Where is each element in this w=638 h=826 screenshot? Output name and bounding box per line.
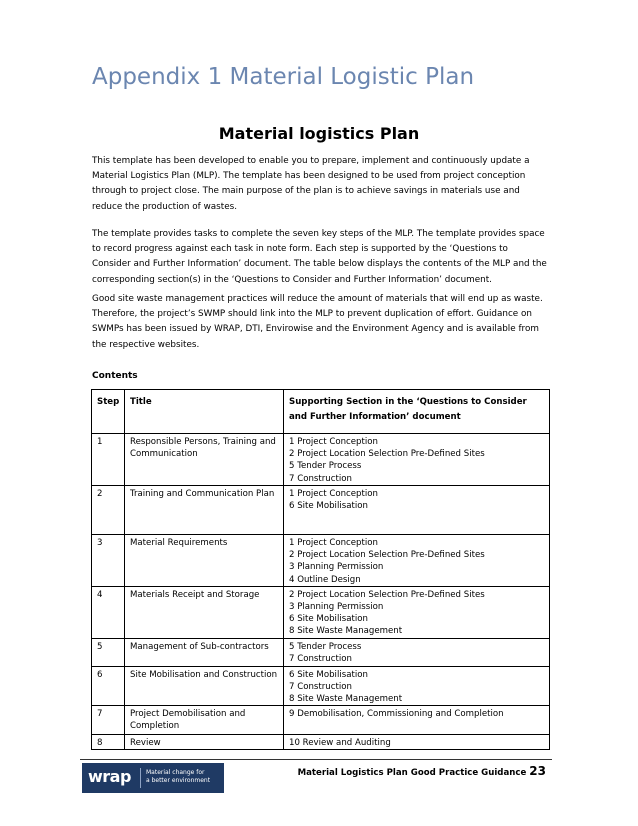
section-reference: 3 Planning Permission (289, 602, 384, 613)
table-row (92, 434, 550, 486)
step-cell: 4 (92, 586, 125, 638)
intro-paragraph: This template has been developed to enable you to prepare, implement and continuously update a Material Logistics Plan (MLP). The template has been designed to be used from project conception through to project close. The main purpose of the plan is to achieve savings in materials use and reduce the production of wastes. (92, 156, 530, 212)
page-number: 23 (529, 764, 546, 778)
document-title: Material logistics Plan (218, 124, 420, 143)
section-cell (284, 535, 550, 587)
title-cell: Training and Communication Plan (125, 486, 284, 535)
title-cell: Materials Receipt and Storage (125, 586, 284, 638)
title-column-header: Title (125, 390, 284, 434)
table-row (92, 638, 550, 666)
logo-mark: wrap (88, 767, 131, 786)
table-row (92, 586, 550, 638)
section-reference: 4 Outline Design (289, 574, 361, 585)
step-cell: 7 (92, 706, 125, 735)
section-reference: 7 Construction (289, 653, 352, 664)
section-reference: 2 Project Location Selection Pre-Defined Sites (289, 550, 485, 561)
section-reference: 3 Planning Permission (289, 562, 384, 573)
section-reference: 5 Tender Process (289, 641, 362, 652)
section-cell (284, 486, 550, 535)
section-reference: 7 Construction (289, 473, 352, 484)
step-cell: 3 (92, 535, 125, 587)
table-body (92, 434, 550, 750)
section-reference: 6 Site Mobilisation (289, 501, 368, 512)
template-paragraph: The template provides tasks to complete the seven key steps of the MLP. The template provides space to record progress against each task in note form. Each step is supported by the ‘Questions to Consider and Further Information’ document. The table below displays the contents of the MLP and the corresponding section(s) in the ‘Questions to Consider and Further Information’ document. (92, 229, 547, 285)
section-reference: 7 Construction (289, 681, 352, 692)
footer-text (298, 764, 546, 778)
logo-tagline (146, 769, 222, 785)
footer-rule (80, 759, 552, 760)
section-reference: 9 Demobilisation, Commissioning and Completion (289, 709, 504, 720)
section-reference: 2 Project Location Selection Pre-Defined Sites (289, 449, 485, 460)
section-cell (284, 434, 550, 486)
title-cell: Material Requirements (125, 535, 284, 587)
step-cell: 6 (92, 666, 125, 706)
step-cell: 2 (92, 486, 125, 535)
title-cell: Responsible Persons, Training and Communication (125, 434, 284, 486)
section-cell (284, 586, 550, 638)
section-cell (284, 735, 550, 750)
logo-divider (140, 768, 141, 788)
wrap-logo (82, 763, 224, 793)
title-cell: Management of Sub-contractors (125, 638, 284, 666)
section-reference: 1 Project Conception (289, 437, 378, 447)
table-row (92, 706, 550, 735)
step-cell: 5 (92, 638, 125, 666)
title-cell: Site Mobilisation and Construction (125, 666, 284, 706)
contents-table (91, 389, 550, 750)
section-reference: 5 Tender Process (289, 461, 362, 472)
table-row (92, 666, 550, 706)
table-header-row (92, 390, 550, 434)
section-reference: 6 Site Mobilisation (289, 669, 368, 680)
section-cell (284, 706, 550, 735)
section-column-header: Supporting Section in the ‘Questions to Consider and Further Information’ document (284, 390, 550, 434)
section-reference: 1 Project Conception (289, 538, 378, 548)
section-reference: 6 Site Mobilisation (289, 614, 368, 625)
section-reference: 8 Site Waste Management (289, 694, 403, 705)
appendix-title: Appendix 1 Material Logistic Plan (92, 64, 475, 90)
section-reference: 1 Project Conception (289, 489, 378, 499)
table-row (92, 735, 550, 750)
table-row (92, 486, 550, 535)
table-row (92, 535, 550, 587)
title-cell: Review (125, 735, 284, 750)
footer-title: Material Logistics Plan Good Practice Guidance (297, 768, 527, 778)
swmp-paragraph: Good site waste management practices will reduce the amount of materials that will end up as waste. Therefore, the project’s SWMP should link into the MLP to prevent duplication of effort. Guidance on SWMPs has been issued by WRAP, DTI, Envirowise and the Environment Agency and is available from the respective websites. (92, 294, 543, 350)
step-cell: 1 (92, 434, 125, 486)
step-column-header: Step (92, 390, 125, 434)
section-reference: 2 Project Location Selection Pre-Defined Sites (289, 589, 485, 600)
step-cell: 8 (92, 735, 125, 750)
logo-tagline-line: Material change for (146, 769, 205, 776)
section-cell (284, 666, 550, 706)
section-reference: 10 Review and Auditing (289, 738, 391, 749)
title-cell: Project Demobilisation and Completion (125, 706, 284, 735)
section-cell (284, 638, 550, 666)
logo-tagline-line: a better environment (146, 777, 211, 784)
section-reference: 8 Site Waste Management (289, 626, 403, 637)
contents-heading: Contents (92, 371, 138, 381)
